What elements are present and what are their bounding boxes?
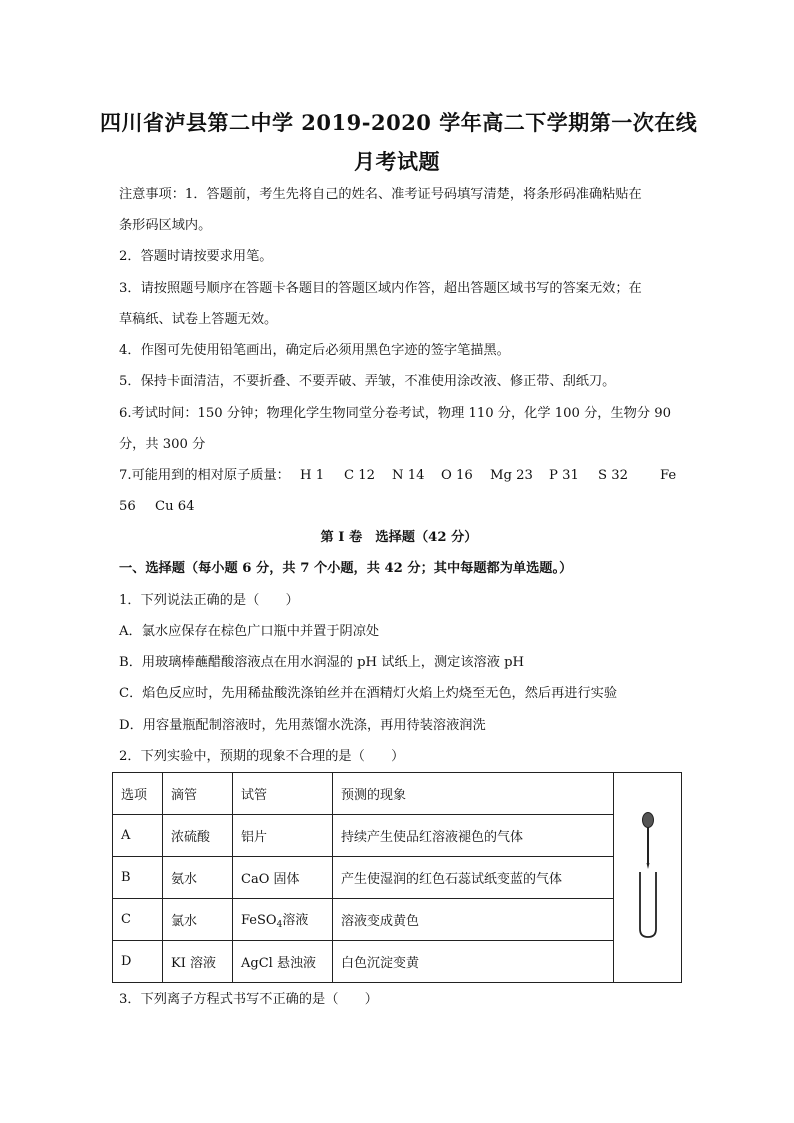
atom-mass: O 16 (441, 468, 473, 483)
cell-dropper: 氨水 (163, 857, 233, 899)
header-option: 选项 (113, 773, 163, 815)
atom-mass: 56 (119, 499, 136, 514)
cell-option: A (113, 815, 163, 857)
q1-option-b: B．用玻璃棒蘸醋酸溶液点在用水润湿的 pH 试纸上，测定该溶液 pH (119, 655, 525, 670)
atom-mass: N 14 (392, 468, 425, 483)
header-tube: 试管 (233, 773, 333, 815)
atom-mass: P 31 (549, 468, 579, 483)
exam-title-line2: 月考试题 (354, 149, 440, 174)
note-1b: 条形码区域内。 (119, 218, 212, 233)
cell-option: B (113, 857, 163, 899)
q1-option-c: C．焰色反应时，先用稀盐酸洗涤铂丝并在酒精灯火焰上灼烧至无色，然后再进行实验 (119, 686, 618, 701)
table-row (113, 815, 682, 857)
q1-option-a: A．氯水应保存在棕色广口瓶中并置于阴凉处 (119, 624, 380, 639)
atom-mass: S 32 (598, 468, 629, 483)
header-phenomenon: 预测的现象 (333, 773, 614, 815)
exam-title-line1: 四川省泸县第二中学 2019-2020 学年高二下学期第一次在线 (100, 110, 698, 135)
table-row (113, 941, 682, 983)
cell-dropper: 氯水 (163, 899, 233, 941)
atom-mass: C 12 (344, 468, 376, 483)
cell-option: D (113, 941, 163, 983)
note-6a: 6.考试时间：150 分钟；物理化学生物同堂分卷考试，物理 110 分，化学 100 分，生物分 90 (119, 406, 672, 421)
q2-stem: 2．下列实验中，预期的现象不合理的是（ ） (119, 749, 405, 764)
cell-dropper: 浓硫酸 (163, 815, 233, 857)
apparatus-cell (614, 773, 682, 983)
formula-tail: 溶液 (282, 913, 309, 928)
table-header-row (113, 773, 682, 815)
note-3a: 3．请按照题号顺序在答题卡各题目的答题区域内作答，超出答题区域书写的答案无效；在 (119, 281, 642, 296)
dropper-test-tube-icon (633, 811, 663, 941)
atom-mass: Mg 23 (490, 468, 533, 483)
cell-phenomenon: 产生使湿润的红色石蕊试纸变蓝的气体 (333, 857, 614, 899)
note-7-label: 7.可能用到的相对原子质量： (119, 468, 290, 483)
cell-tube: CaO 固体 (233, 857, 333, 899)
q1-option-d: D．用容量瓶配制溶液时，先用蒸馏水洗涤，再用待装溶液润洗 (119, 718, 486, 733)
header-dropper: 滴管 (163, 773, 233, 815)
cell-tube (233, 899, 333, 941)
q2-table (112, 772, 682, 983)
note-5: 5．保持卡面清洁，不要折叠、不要弄破、弄皱，不准使用涂改液、修正带、刮纸刀。 (119, 374, 616, 389)
atom-mass: H 1 (300, 468, 325, 483)
cell-dropper: KI 溶液 (163, 941, 233, 983)
cell-tube: AgCl 悬浊液 (233, 941, 333, 983)
note-1a: 注意事项：1．答题前，考生先将自己的姓名、准考证号码填写清楚，将条形码准确粘贴在 (119, 187, 642, 202)
note-3b: 草稿纸、试卷上答题无效。 (119, 312, 278, 327)
atom-mass: Cu 64 (155, 499, 195, 514)
cell-option: C (113, 899, 163, 941)
cell-phenomenon: 白色沉淀变黄 (333, 941, 614, 983)
table-row (113, 899, 682, 941)
q1-stem: 1．下列说法正确的是（ ） (119, 593, 299, 608)
cell-phenomenon: 溶液变成黄色 (333, 899, 614, 941)
table-row (113, 857, 682, 899)
q3-stem: 3．下列离子方程式书写不正确的是（ ） (119, 992, 378, 1007)
formula-base: FeSO (241, 913, 277, 928)
atom-mass: Fe (660, 468, 677, 483)
part-heading: 一、选择题（每小题 6 分，共 7 个小题，共 42 分；其中每题都为单选题。） (119, 561, 573, 576)
section-heading: 第 I 卷 选择题（42 分） (320, 530, 478, 545)
note-6b: 分，共 300 分 (119, 437, 206, 452)
cell-phenomenon: 持续产生使品红溶液褪色的气体 (333, 815, 614, 857)
note-4: 4．作图可先使用铅笔画出，确定后必须用黑色字迹的签字笔描黑。 (119, 343, 510, 358)
cell-tube: 铝片 (233, 815, 333, 857)
note-2: 2．答题时请按要求用笔。 (119, 249, 273, 264)
formula-subscript: 4 (276, 920, 283, 930)
